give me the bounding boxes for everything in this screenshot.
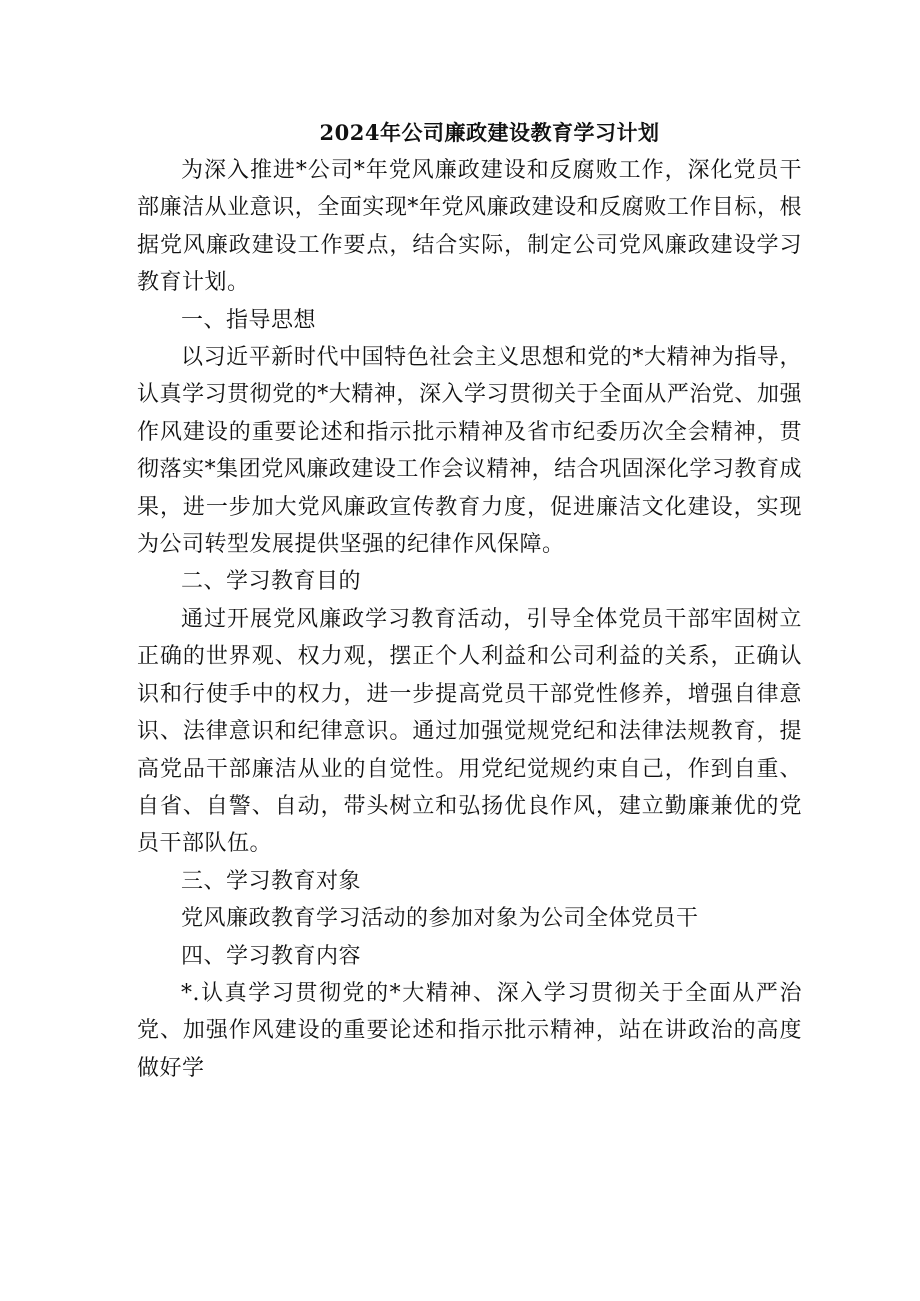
section-body-audience: 党风廉政教育学习活动的参加对象为公司全体党员干 bbox=[181, 906, 699, 932]
intro-paragraph: 为深入推进*公司*年党风廉政建设和反腐败工作，深化党员干部廉洁从业意识，全面实现*年党风廉政建设和反腐败工作目标，根据党风廉政建设工作要点，结合实际，制定公司党风廉政建设学习教育计划。 bbox=[137, 158, 802, 296]
section-body-content: *.认真学习贯彻党的*大精神、深入学习贯彻关于全面从严治党、加强作风建设的重要论述和指示批示精神，站在讲政治的高度做好学 bbox=[137, 980, 802, 1081]
section-body-purpose: 通过开展党风廉政学习教育活动，引导全体党员干部牢固树立正确的世界观、权力观，摆正个人利益和公司利益的关系，正确认识和行使手中的权力，进一步提高党员干部党性修养，增强自律意识、法律意识和纪律意识。通过加强觉规党纪和法律法规教育，提高党品干部廉洁从业的自觉性。用党纪觉规约束自己，作到自重、自省、自警、自动，带头树立和弘扬优良作风，建立勤廉兼优的党员干部队伍。 bbox=[137, 606, 802, 857]
section-heading-purpose: 二、学习教育目的 bbox=[181, 569, 362, 595]
section-heading-content: 四、学习教育内容 bbox=[181, 943, 362, 969]
document-title: 2024年公司廉政建设教育学习计划 bbox=[319, 120, 660, 145]
section-body-guiding-ideology: 以习近平新时代中国特色社会主义思想和党的*大精神为指导，认真学习贯彻党的*大精神，深入学习贯彻关于全面从严治党、加强作风建设的重要论述和指示批示精神及省市纪委历次全会精神，贯彻落实*集团党风廉政建设工作会议精神，结合巩固深化学习教育成果，进一步加大党风廉政宣传教育力度，促进廉洁文化建设，实现为公司转型发展提供坚强的纪律作风保障。 bbox=[137, 345, 802, 558]
section-heading-audience: 三、学习教育对象 bbox=[181, 868, 362, 894]
section-heading-guiding-ideology: 一、指导思想 bbox=[181, 307, 317, 333]
